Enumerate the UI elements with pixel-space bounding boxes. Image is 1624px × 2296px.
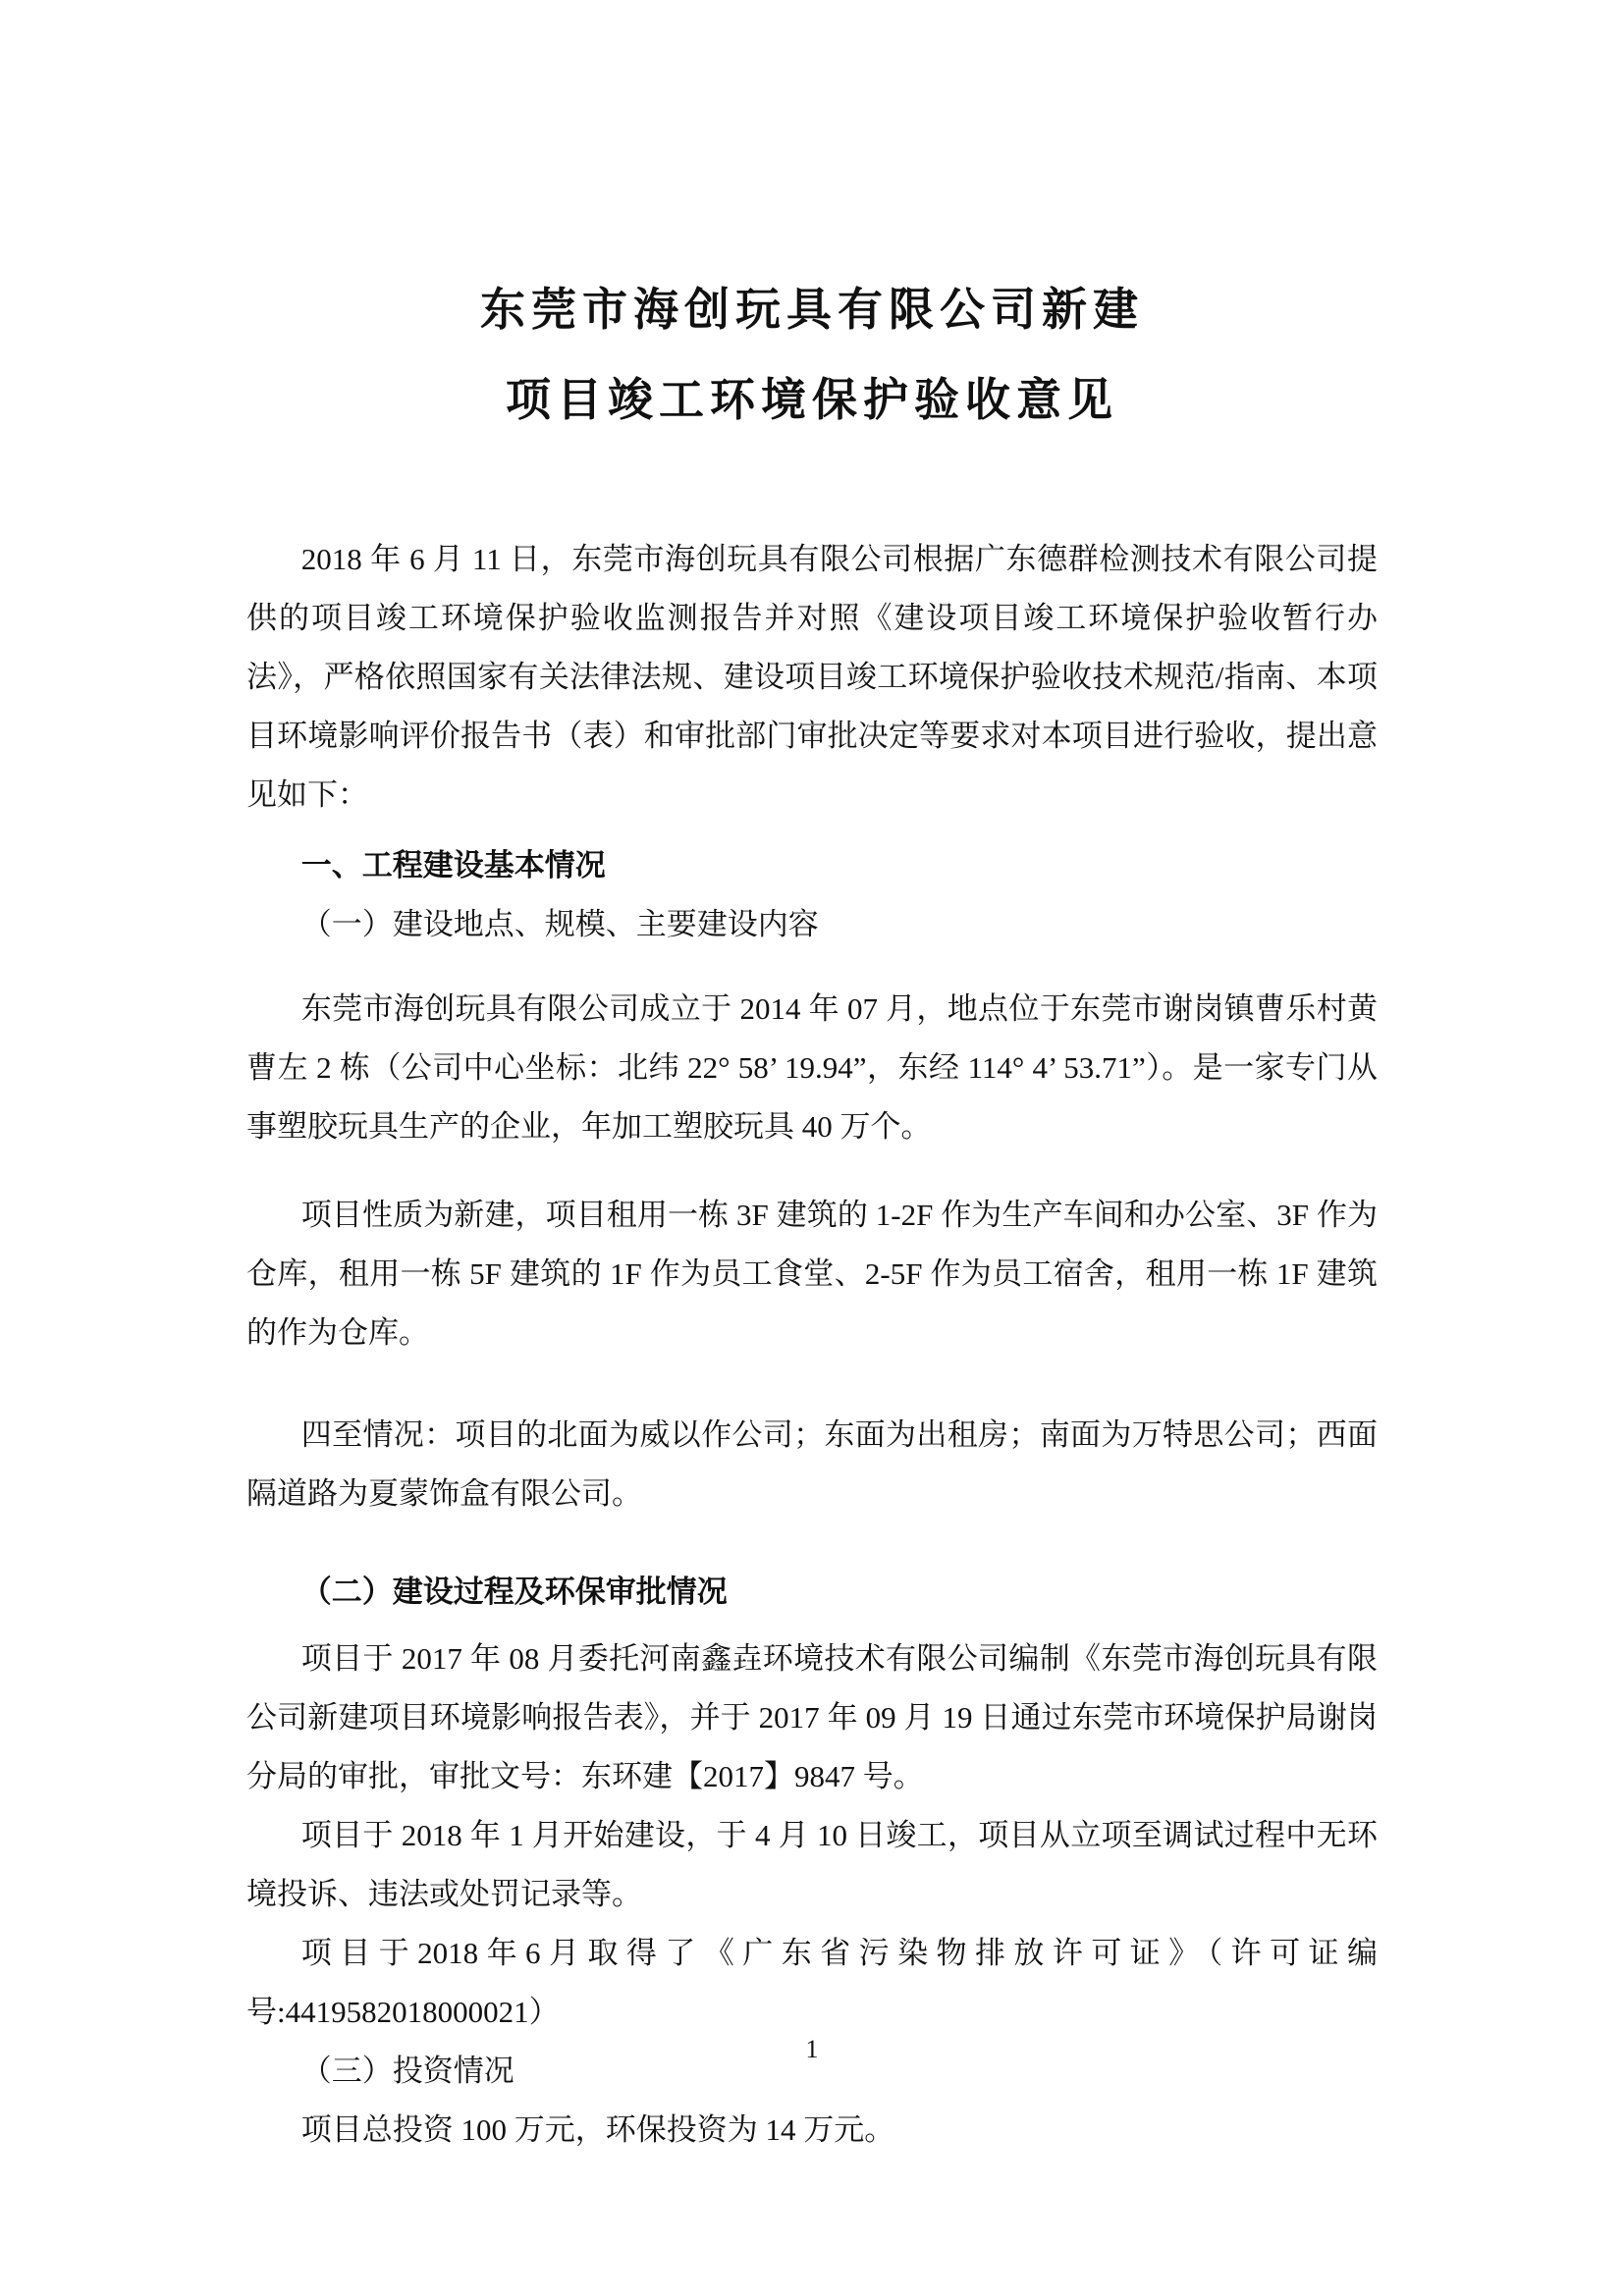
paragraph-site-boundaries: 四至情况：项目的北面为威以作公司；东面为出租房；南面为万特思公司；西面隔道路为夏蒙饰盒有限公司。 <box>246 1417 1378 1511</box>
document-title <box>0 0 1624 446</box>
paragraph-discharge-permit: 项目于2018年6月取得了《广东省污染物排放许可证》（许可证编号:4419582018000021） <box>246 1936 1378 2029</box>
paragraph-eia-approval: 项目于 2017 年 08 月委托河南鑫垚环境技术有限公司编制《东莞市海创玩具有限公司新建项目环境影响报告表》，并于 2017 年 09 月 19 日通过东莞市环境保护局谢岗分局的审批，审批文号：东环建【2017】9847 号。 <box>246 1641 1378 1793</box>
page-number: 1 <box>805 2035 819 2063</box>
subheading-section-3-investment: （三）投资情况 <box>300 2054 514 2088</box>
paragraph-investment-amount: 项目总投资 100 万元，环保投资为 14 万元。 <box>300 2112 895 2147</box>
paragraph-intro: 2018 年 6 月 11 日，东莞市海创玩具有限公司根据广东德群检测技术有限公司提供的项目竣工环境保护验收监测报告并对照《建设项目竣工环境保护验收暂行办法》，严格依照国家有关法律法规、建设项目竣工环境保护验收技术规范/指南、本项目环境影响评价报告书（表）和审批部门审批决定等要求对本项目进行验收，提出意见如下： <box>246 542 1378 812</box>
heading-section-2: （二）建设过程及环保审批情况 <box>300 1575 728 1609</box>
paragraph-project-nature: 项目性质为新建，项目租用一栋 3F 建筑的 1-2F 作为生产车间和办公室、3F 作为仓库，租用一栋 5F 建筑的 1F 作为员工食堂、2-5F 作为员工宿舍，租用一栋 1F 建筑的作为仓库。 <box>246 1198 1378 1350</box>
document-title-line-1: 东莞市海创玩具有限公司新建 <box>480 285 1144 335</box>
paragraph-location-scale: 东莞市海创玩具有限公司成立于 2014 年 07 月，地点位于东莞市谢岗镇曹乐村黄曹左 2 栋（公司中心坐标：北纬 22° 58’ 19.94”，东经 114° 4’ 53.71”）。是一家专门从事塑胶玩具生产的企业，年加工塑胶玩具 40 万个。 <box>246 991 1378 1144</box>
document-title-line-2: 项目竣工环境保护验收意见 <box>506 375 1118 425</box>
document-body <box>0 530 1624 2160</box>
subheading-section-1-1: （一）建设地点、规模、主要建设内容 <box>300 907 819 941</box>
heading-section-1: 一、工程建设基本情况 <box>300 848 606 882</box>
paragraph-construction-timeline: 项目于 2018 年 1 月开始建设，于 4 月 10 日竣工，项目从立项至调试过程中无环境投诉、违法或处罚记录等。 <box>246 1818 1378 1911</box>
